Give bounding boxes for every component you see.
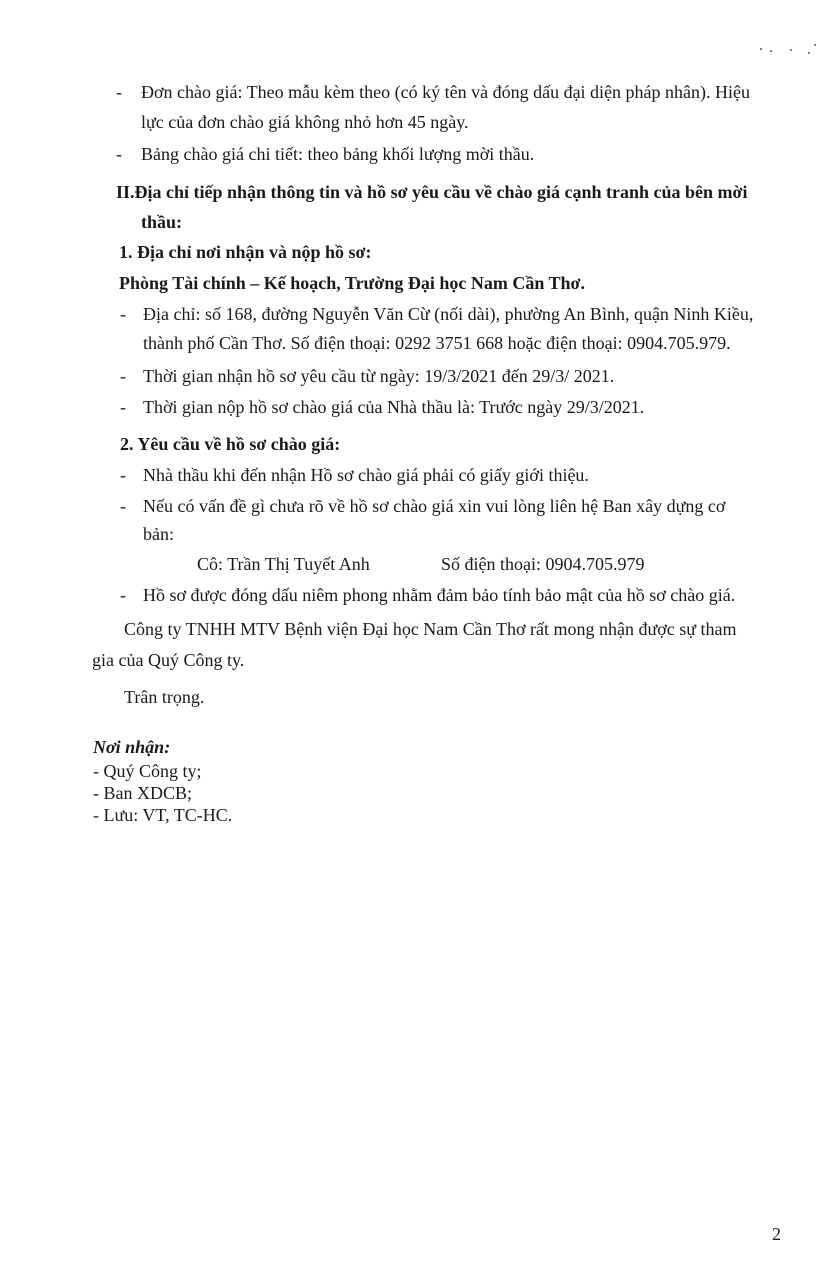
office-name: Phòng Tài chính – Kế hoạch, Trường Đại học Nam Cần Thơ. (119, 273, 585, 293)
submit-time-line: Thời gian nộp hồ sơ chào giá của Nhà thầu là: Trước ngày 29/3/2021. (143, 397, 645, 417)
bullet-dash: - (120, 304, 126, 324)
speck (814, 44, 816, 46)
speck (770, 50, 772, 52)
recipient-item: - Quý Công ty; (93, 761, 202, 781)
subsection-2-heading: 2. Yêu cầu về hồ sơ chào giá: (120, 434, 341, 454)
page-number: 2 (772, 1224, 781, 1244)
bullet-dash: - (116, 144, 122, 164)
closing-paragraph-line-2: gia của Quý Công ty. (92, 650, 245, 670)
contact-name: Cô: Trần Thị Tuyết Anh (197, 554, 370, 574)
bullet-dash: - (116, 82, 122, 102)
bullet-dash: - (120, 465, 126, 485)
section-2-title-line-2: thầu: (141, 212, 183, 232)
speck (808, 52, 810, 54)
sealed-line: Hồ sơ được đóng dấu niêm phong nhằm đảm bảo tính bảo mật của hồ sơ chào giá. (143, 585, 736, 605)
section-2-title-line-1: II.Địa chỉ tiếp nhận thông tin và hồ sơ yêu cầu về chào giá cạnh tranh của bên mời (116, 182, 748, 202)
scan-specks (752, 40, 822, 60)
speck (790, 49, 792, 51)
address-line-2: thành phố Cần Thơ. Số điện thoại: 0292 3751 668 hoặc điện thoại: 0904.705.979. (143, 333, 731, 353)
speck (760, 48, 762, 50)
offer-form-line-1: Đơn chào giá: Theo mẫu kèm theo (có ký tên và đóng dấu đại diện pháp nhân). Hiệu (141, 82, 751, 102)
offer-form-line-2: lực của đơn chào giá không nhỏ hơn 45 ngày. (141, 112, 469, 132)
receive-time-line: Thời gian nhận hồ sơ yêu cầu từ ngày: 19/3/2021 đến 29/3/ 2021. (143, 366, 615, 386)
contact-phone: Số điện thoại: 0904.705.979 (441, 554, 645, 574)
price-table-line: Bảng chào giá chi tiết: theo bảng khối lượng mời thầu. (141, 144, 535, 164)
recipients-heading: Nơi nhận: (93, 737, 171, 757)
recipient-item: - Ban XDCB; (93, 783, 192, 803)
closing-paragraph-line-1: Công ty TNHH MTV Bệnh viện Đại học Nam Cần Thơ rất mong nhận được sự tham (124, 619, 737, 639)
recipient-item: - Lưu: VT, TC-HC. (93, 805, 233, 825)
address-line-1: Địa chỉ: số 168, đường Nguyễn Văn Cừ (nối dài), phường An Bình, quận Ninh Kiều, (143, 304, 754, 324)
bullet-dash: - (120, 496, 126, 516)
subsection-1-heading: 1. Địa chỉ nơi nhận và nộp hồ sơ: (119, 242, 372, 262)
intro-letter-line: Nhà thầu khi đến nhận Hồ sơ chào giá phải có giấy giới thiệu. (143, 465, 589, 485)
bullet-dash: - (120, 585, 126, 605)
contact-line-1: Nếu có vấn đề gì chưa rõ về hồ sơ chào giá xin vui lòng liên hệ Ban xây dựng cơ (143, 496, 726, 516)
bullet-dash: - (120, 366, 126, 386)
contact-line-2: bản: (143, 524, 174, 544)
regards: Trân trọng. (124, 687, 205, 707)
bullet-dash: - (120, 397, 126, 417)
